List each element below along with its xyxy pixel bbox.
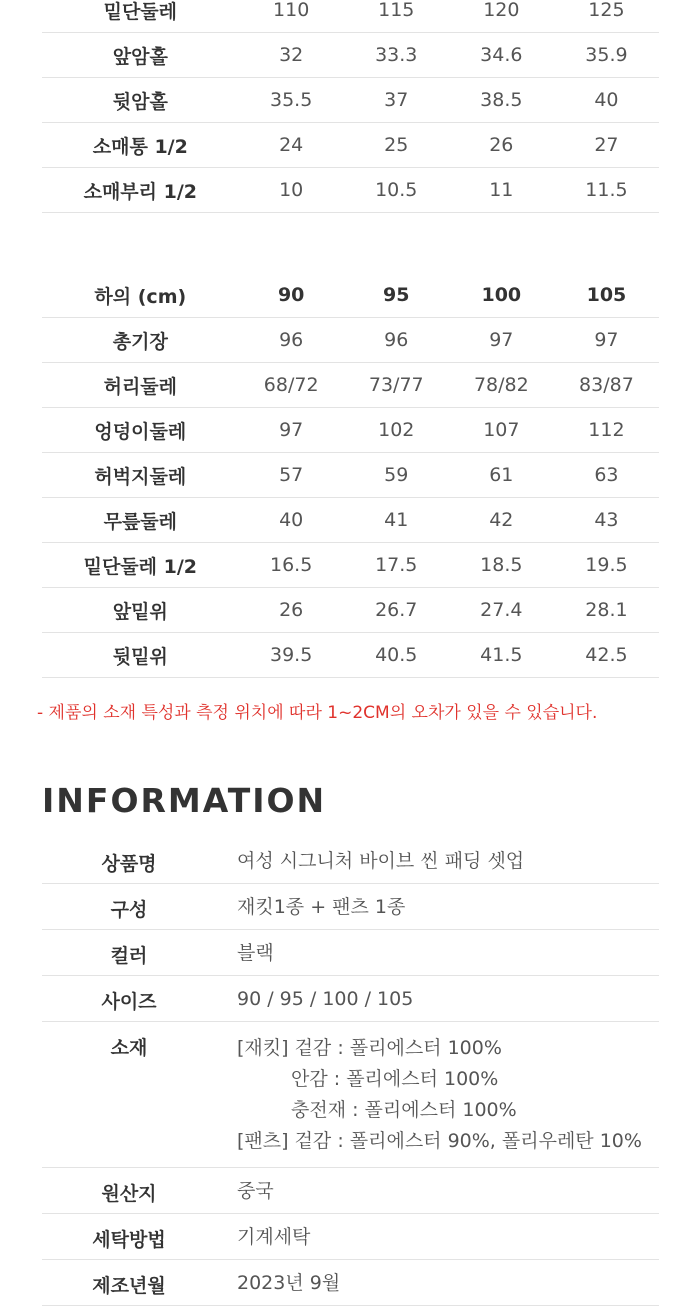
- size-value: 27.4: [449, 588, 554, 633]
- info-row: [42, 1022, 659, 1168]
- table-row: [42, 408, 659, 453]
- size-value: 38.5: [449, 78, 554, 123]
- info-key: 제조년월: [42, 1260, 216, 1306]
- table-header-row: [42, 273, 659, 318]
- row-label: 뒷암홀: [42, 78, 239, 123]
- table-row: [42, 33, 659, 78]
- info-row: [42, 1168, 659, 1214]
- table-row: [42, 78, 659, 123]
- size-value: 28.1: [554, 588, 659, 633]
- size-value: 112: [554, 408, 659, 453]
- size-value: 33.3: [344, 33, 449, 78]
- size-header: 100: [449, 273, 554, 318]
- size-value: 42: [449, 498, 554, 543]
- size-value: 96: [239, 318, 344, 363]
- measurement-notice: - 제품의 소재 특성과 측정 위치에 따라 1~2CM의 오차가 있을 수 있습니다.: [37, 703, 598, 723]
- row-label: 앞암홀: [42, 33, 239, 78]
- size-value: 68/72: [239, 363, 344, 408]
- info-row: [42, 976, 659, 1022]
- size-value: 16.5: [239, 543, 344, 588]
- info-row: [42, 1214, 659, 1260]
- row-label: 허벅지둘레: [42, 453, 239, 498]
- size-value: 96: [344, 318, 449, 363]
- table-row: [42, 588, 659, 633]
- section-gap: [42, 213, 659, 273]
- information-title: INFORMATION: [42, 781, 327, 820]
- row-label: 소매통 1/2: [42, 123, 239, 168]
- info-key: 상품명: [42, 838, 216, 884]
- info-value: 재킷1종 + 팬츠 1종: [216, 884, 659, 930]
- size-value: 61: [449, 453, 554, 498]
- row-label: 허리둘레: [42, 363, 239, 408]
- size-value: 42.5: [554, 633, 659, 678]
- info-key: 소재: [42, 1022, 216, 1168]
- info-value: 2023년 9월: [216, 1260, 659, 1306]
- size-value: 73/77: [344, 363, 449, 408]
- size-value: 39.5: [239, 633, 344, 678]
- info-key: 구성: [42, 884, 216, 930]
- size-header: 95: [344, 273, 449, 318]
- table-row: [42, 318, 659, 363]
- size-header: 90: [239, 273, 344, 318]
- size-value: 63: [554, 453, 659, 498]
- header-label: 하의 (cm): [42, 273, 239, 318]
- size-value: 18.5: [449, 543, 554, 588]
- info-row: [42, 884, 659, 930]
- material-line: 충전재 : 폴리에스터 100%: [291, 1099, 517, 1121]
- size-value: 26: [449, 123, 554, 168]
- size-value: 102: [344, 408, 449, 453]
- size-value: 78/82: [449, 363, 554, 408]
- size-value: 11: [449, 168, 554, 213]
- info-row: [42, 1260, 659, 1306]
- size-value: 11.5: [554, 168, 659, 213]
- info-value: 블랙: [216, 930, 659, 976]
- table-row: [42, 453, 659, 498]
- size-value: 40: [554, 78, 659, 123]
- size-value: 83/87: [554, 363, 659, 408]
- row-label: 앞밑위: [42, 588, 239, 633]
- table-row: [42, 0, 659, 33]
- size-value: 40.5: [344, 633, 449, 678]
- size-info-page: [37, 0, 659, 1306]
- size-value: 32: [239, 33, 344, 78]
- info-value: 90 / 95 / 100 / 105: [216, 976, 659, 1022]
- size-value: 17.5: [344, 543, 449, 588]
- size-value: 59: [344, 453, 449, 498]
- row-label: 뒷밑위: [42, 633, 239, 678]
- row-label: 무릎둘레: [42, 498, 239, 543]
- info-value: 기계세탁: [216, 1214, 659, 1260]
- material-line: 안감 : 폴리에스터 100%: [291, 1068, 499, 1090]
- row-label: 밑단둘레 1/2: [42, 543, 239, 588]
- table-row: [42, 633, 659, 678]
- size-value: 43: [554, 498, 659, 543]
- size-value: 115: [344, 0, 449, 33]
- size-value: 125: [554, 0, 659, 33]
- info-row: [42, 930, 659, 976]
- table-row: [42, 543, 659, 588]
- size-value: 26: [239, 588, 344, 633]
- size-value: 34.6: [449, 33, 554, 78]
- size-value: 10: [239, 168, 344, 213]
- size-value: 57: [239, 453, 344, 498]
- information-table: [42, 838, 659, 1306]
- table-row: [42, 168, 659, 213]
- size-value: 97: [554, 318, 659, 363]
- info-key: 원산지: [42, 1168, 216, 1214]
- size-value: 120: [449, 0, 554, 33]
- size-value: 97: [239, 408, 344, 453]
- info-row: [42, 838, 659, 884]
- size-header: 105: [554, 273, 659, 318]
- row-label: 총기장: [42, 318, 239, 363]
- info-key: 세탁방법: [42, 1214, 216, 1260]
- row-label: 소매부리 1/2: [42, 168, 239, 213]
- size-value: 97: [449, 318, 554, 363]
- size-value: 35.5: [239, 78, 344, 123]
- size-value: 25: [344, 123, 449, 168]
- size-value: 19.5: [554, 543, 659, 588]
- size-value: 41: [344, 498, 449, 543]
- table-row: [42, 498, 659, 543]
- size-value: 26.7: [344, 588, 449, 633]
- material-line: [재킷] 겉감 : 폴리에스터 100%: [237, 1037, 502, 1059]
- row-label: 밑단둘레: [42, 0, 239, 33]
- size-value: 107: [449, 408, 554, 453]
- top-size-table: [42, 0, 659, 213]
- size-value: 27: [554, 123, 659, 168]
- info-value: 중국: [216, 1168, 659, 1214]
- info-key: 컬러: [42, 930, 216, 976]
- table-row: [42, 123, 659, 168]
- size-value: 41.5: [449, 633, 554, 678]
- size-value: 35.9: [554, 33, 659, 78]
- size-value: 10.5: [344, 168, 449, 213]
- table-row: [42, 363, 659, 408]
- row-label: 엉덩이둘레: [42, 408, 239, 453]
- material-value: [216, 1022, 659, 1168]
- material-line: [팬츠] 겉감 : 폴리에스터 90%, 폴리우레탄 10%: [237, 1130, 642, 1152]
- bottom-size-table: [42, 273, 659, 678]
- size-value: 24: [239, 123, 344, 168]
- size-value: 110: [239, 0, 344, 33]
- size-value: 40: [239, 498, 344, 543]
- info-value: 여성 시그니처 바이브 씬 패딩 셋업: [216, 838, 659, 884]
- size-value: 37: [344, 78, 449, 123]
- info-key: 사이즈: [42, 976, 216, 1022]
